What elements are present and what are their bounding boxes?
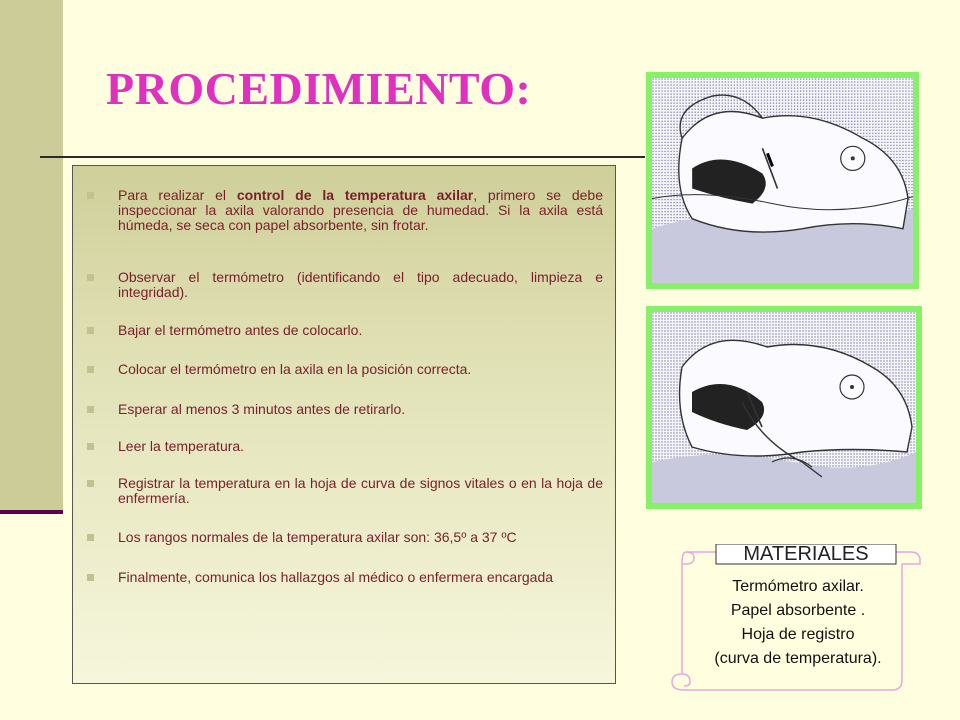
step-4-text: Colocar el termómetro en la axila en la posición correcta. <box>118 361 472 377</box>
material-item-4: (curva de temperatura). <box>714 650 882 667</box>
step-5-text: Esperar al menos 3 minutos antes de retirarlo. <box>118 401 406 417</box>
bullet-square-icon <box>87 574 94 581</box>
bullet-square-icon <box>87 406 94 413</box>
illustration-thermometer-placement-image <box>652 312 916 503</box>
material-item-2: Papel absorbente . <box>730 602 866 619</box>
step-9-text: Finalmente, comunica los hallazgos al médico o enfermera encargada <box>118 569 554 585</box>
bullet-square-icon <box>87 366 94 373</box>
step-1 <box>87 188 603 233</box>
step-3 <box>87 323 603 338</box>
left-accent-band <box>0 0 63 510</box>
procedure-box <box>72 165 616 684</box>
step-1-text-bold: control de la temperatura axilar <box>236 187 474 203</box>
step-7-text: Registrar la temperatura en la hoja de curva de signos vitales o en la hoja de enfermería. <box>118 475 603 506</box>
step-5 <box>87 402 603 417</box>
material-item-3: Hoja de registro <box>741 626 855 643</box>
step-6-text: Leer la temperatura. <box>118 438 245 454</box>
step-8-text: Los rangos normales de la temperatura axilar son: 36,5º a 37 ºC <box>118 529 517 545</box>
bullet-square-icon <box>87 534 94 541</box>
illustration-axilla-inspection <box>646 72 919 289</box>
bullet-square-icon <box>87 192 94 199</box>
step-2 <box>87 270 603 300</box>
left-accent-rule <box>0 510 63 514</box>
step-6 <box>87 439 603 454</box>
step-4 <box>87 362 603 377</box>
slide-title: PROCEDIMIENTO: <box>106 63 532 114</box>
illustration-axilla-inspection-image <box>652 78 913 283</box>
title-divider <box>40 156 645 158</box>
step-2-text: Observar el termómetro (identificando el tipo adecuado, limpieza e integridad). <box>118 269 603 300</box>
materials-title: MATERIALES <box>743 543 869 565</box>
step-7 <box>87 476 603 506</box>
material-item-1: Termómetro axilar. <box>732 578 864 595</box>
illustration-thermometer-placement <box>646 306 922 509</box>
step-9 <box>87 570 603 585</box>
bullet-square-icon <box>87 480 94 487</box>
step-3-text: Bajar el termómetro antes de colocarlo. <box>118 322 363 338</box>
bullet-square-icon <box>87 274 94 281</box>
bullet-square-icon <box>87 327 94 334</box>
step-1-text-end: , primero se debe inspeccionar la axila valorando presencia de humedad. Si la axila está húmeda, se seca con papel absorbente, sin frotar. <box>118 187 603 233</box>
step-1-text-start: Para realizar el <box>118 187 237 203</box>
materials-scroll <box>664 544 922 694</box>
bullet-square-icon <box>87 443 94 450</box>
step-8 <box>87 530 603 545</box>
